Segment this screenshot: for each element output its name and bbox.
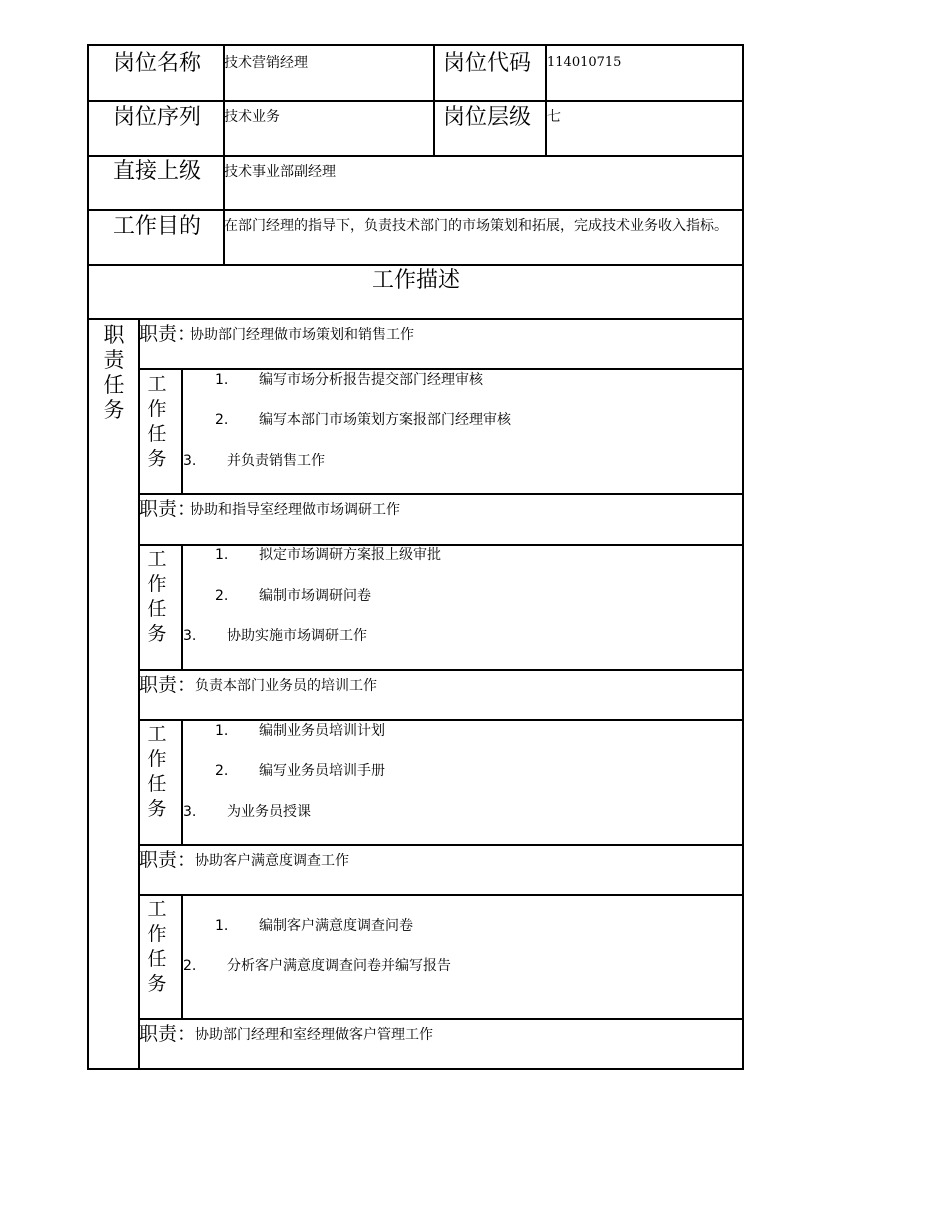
grid-line — [433, 44, 435, 157]
task-label-char: 任 — [147, 598, 167, 620]
duty-text: 协助和指导室经理做市场调研工作 — [190, 502, 400, 518]
grid-line — [87, 318, 744, 320]
task-text: 分析客户满意度调查问卷并编写报告 — [227, 958, 451, 974]
side-label-char: 任 — [103, 373, 125, 397]
task-label-char: 作 — [147, 573, 167, 595]
task-text: 编写本部门市场策划方案报部门经理审核 — [259, 412, 511, 428]
grid-line — [138, 894, 744, 896]
task-number: 2. — [215, 588, 229, 604]
grid-line — [87, 100, 744, 102]
task-number: 2. — [215, 412, 229, 428]
duty-label: 职责： — [139, 674, 197, 696]
position-level-label: 岗位层级 — [443, 105, 532, 130]
side-label — [103, 323, 125, 423]
grid-line — [87, 155, 744, 157]
duty-label: 职责： — [139, 1023, 197, 1045]
position-name-label: 岗位名称 — [113, 51, 202, 76]
task-label-char: 务 — [147, 973, 167, 995]
task-label-char: 务 — [147, 798, 167, 820]
duty-text: 协助部门经理和室经理做客户管理工作 — [195, 1027, 433, 1043]
task-label-char: 工 — [147, 898, 167, 920]
task-number: 2. — [215, 763, 229, 779]
task-number: 1. — [215, 372, 229, 388]
grid-line — [138, 1018, 744, 1020]
grid-line — [87, 264, 744, 266]
task-label-char: 任 — [147, 948, 167, 970]
grid-line — [138, 669, 744, 671]
grid-line — [87, 44, 744, 46]
grid-line — [138, 719, 744, 721]
task-number: 3. — [183, 804, 197, 820]
task-label-char: 作 — [147, 748, 167, 770]
grid-line — [87, 1068, 744, 1070]
grid-line — [181, 544, 183, 671]
task-label-char: 任 — [147, 423, 167, 445]
grid-line — [181, 894, 183, 1020]
duty-text: 负责本部门业务员的培训工作 — [195, 678, 377, 694]
position-name-value: 技术营销经理 — [224, 55, 308, 71]
task-label-char: 任 — [147, 773, 167, 795]
side-label-char: 务 — [103, 398, 125, 422]
duty-text: 协助客户满意度调查工作 — [195, 853, 349, 869]
grid-line — [742, 44, 744, 1070]
side-label-char: 职 — [103, 323, 125, 347]
task-number: 1. — [215, 723, 229, 739]
grid-line — [87, 44, 89, 1070]
grid-line — [181, 719, 183, 846]
task-label-char: 作 — [147, 398, 167, 420]
description-title: 工作描述 — [372, 268, 461, 293]
task-number: 1. — [215, 918, 229, 934]
task-number: 3. — [183, 628, 197, 644]
task-number: 2. — [183, 958, 197, 974]
purpose-value: 在部门经理的指导下，负责技术部门的市场策划和拓展，完成技术业务收入指标。 — [224, 218, 728, 234]
task-label-char: 作 — [147, 923, 167, 945]
purpose-label: 工作目的 — [113, 214, 202, 239]
task-label-char: 务 — [147, 448, 167, 470]
grid-line — [87, 209, 744, 211]
task-number: 1. — [215, 547, 229, 563]
task-text: 编制业务员培训计划 — [259, 723, 385, 739]
grid-line — [138, 368, 744, 370]
supervisor-label: 直接上级 — [113, 159, 202, 184]
task-label — [147, 547, 167, 647]
grid-line — [181, 368, 183, 495]
task-text: 为业务员授课 — [227, 804, 311, 820]
task-text: 协助实施市场调研工作 — [227, 628, 367, 644]
position-code-value: 114010715 — [547, 55, 622, 70]
position-code-label: 岗位代码 — [443, 51, 532, 76]
task-text: 编制客户满意度调查问卷 — [259, 918, 413, 934]
position-series-value: 技术业务 — [224, 109, 280, 125]
duty-label: 职责： — [139, 498, 197, 520]
task-number: 3. — [183, 453, 197, 469]
task-text: 编写市场分析报告提交部门经理审核 — [259, 372, 483, 388]
task-label — [147, 372, 167, 472]
task-text: 并负责销售工作 — [227, 453, 325, 469]
task-label-char: 工 — [147, 548, 167, 570]
position-series-label: 岗位序列 — [113, 105, 202, 130]
position-level-value: 七 — [547, 109, 561, 125]
side-label-char: 责 — [103, 348, 125, 372]
task-label-char: 工 — [147, 723, 167, 745]
task-label-char: 务 — [147, 623, 167, 645]
task-label — [147, 722, 167, 822]
task-label-char: 工 — [147, 373, 167, 395]
grid-line — [138, 493, 744, 495]
grid-line — [138, 544, 744, 546]
grid-line — [138, 844, 744, 846]
duty-label: 职责： — [139, 323, 197, 345]
duty-label: 职责： — [139, 849, 197, 871]
task-label — [147, 897, 167, 997]
duty-text: 协助部门经理做市场策划和销售工作 — [190, 327, 414, 343]
task-text: 拟定市场调研方案报上级审批 — [259, 547, 441, 563]
task-text: 编制市场调研问卷 — [259, 588, 371, 604]
task-text: 编写业务员培训手册 — [259, 763, 385, 779]
supervisor-value: 技术事业部副经理 — [224, 164, 336, 180]
